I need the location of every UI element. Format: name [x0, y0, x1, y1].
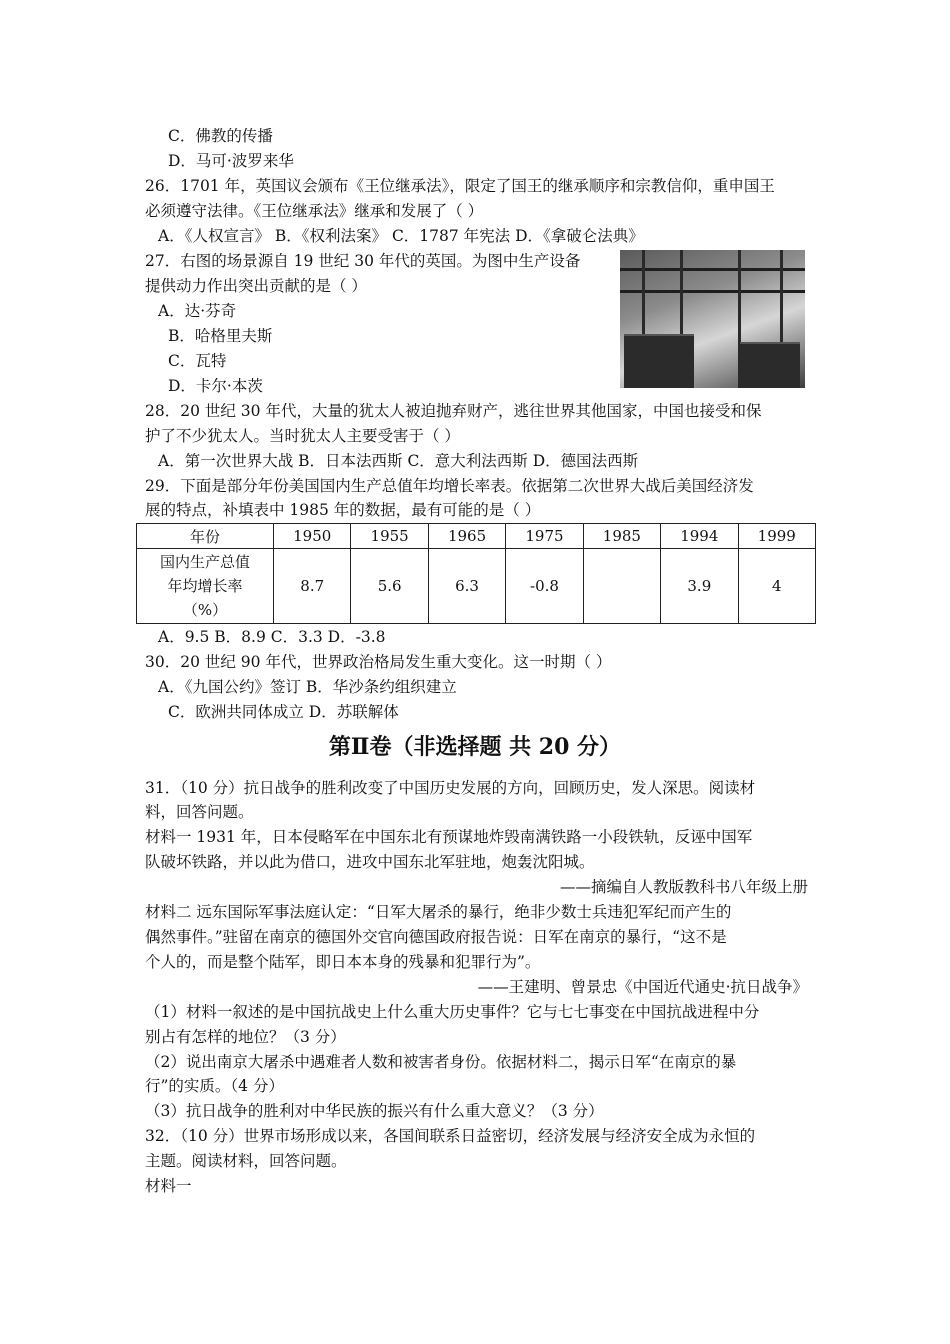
year-cell: 1975 — [506, 524, 583, 549]
q31-stem-line2: 料，回答问题。 — [145, 803, 254, 821]
rate-cell: -0.8 — [506, 549, 583, 624]
material-two-line1: 材料二 远东国际军事法庭认定：“日军大屠杀的暴行，绝非少数士兵违犯军纪而产生的 — [145, 903, 732, 921]
rate-cell: 5.6 — [351, 549, 428, 624]
q31-part2-line2: 行”的实质。（4 分） — [145, 1077, 284, 1095]
q25-option-d: D．马可·波罗来华 — [168, 152, 294, 170]
q28-stem-line2: 护了不少犹太人。当时犹太人主要受害于（ ） — [145, 427, 460, 445]
material-one-line2: 队破坏铁路，并以此为借口，进攻中国东北军驻地，炮轰沈阳城。 — [145, 853, 595, 871]
q32-stem-line2: 主题。阅读材料，回答问题。 — [145, 1152, 347, 1170]
q30-options-ab: A．《九国公约》签订 B．华沙条约组织建立 — [158, 678, 457, 696]
q27-option-b: B．哈格里夫斯 — [168, 327, 273, 345]
gdp-growth-table — [136, 523, 816, 624]
material-two-source: ——王建明、曾景忠《中国近代通史·抗日战争》 — [477, 978, 808, 996]
q31-stem-line1: 31．（10 分）抗日战争的胜利改变了中国历史发展的方向，回顾历史，发人深思。阅读材 — [145, 779, 756, 797]
q27-option-c: C．瓦特 — [168, 352, 227, 370]
year-cell: 1994 — [661, 524, 738, 549]
rate-header-line: 年均增长率 — [167, 577, 243, 595]
year-cell: 1985 — [583, 524, 660, 549]
q31-part1-line2: 别占有怎样的地位？（3 分） — [145, 1028, 346, 1046]
q30-stem: 30．20 世纪 90 年代，世界政治格局发生重大变化。这一时期（ ） — [145, 653, 612, 671]
q26-stem-line2: 必须遵守法律。《王位继承法》继承和发展了（ ） — [145, 202, 484, 220]
year-cell: 1965 — [428, 524, 505, 549]
q29-stem-line1: 29．下面是部分年份美国国内生产总值年均增长率表。依据第二次世界大战后美国经济发 — [145, 477, 754, 495]
q28-options: A．第一次世界大战 B．日本法西斯 C．意大利法西斯 D．德国法西斯 — [158, 452, 639, 470]
table-row-years — [137, 524, 816, 549]
material-one-source: ——摘编自人教版教科书八年级上册 — [559, 878, 808, 896]
rate-cell: 8.7 — [274, 549, 351, 624]
q31-part1-line1: （1）材料一叙述的是中国抗战史上什么重大历史事件？它与七七事变在中国抗战进程中分 — [145, 1003, 760, 1021]
q27-option-d: D．卡尔·本茨 — [168, 377, 263, 395]
section-title: 第Ⅱ卷（非选择题 共 20 分） — [328, 734, 622, 760]
material-two-line3: 个人的，而是整个陆军，即日本本身的残暴和犯罪行为”。 — [145, 953, 541, 971]
q25-option-c: C．佛教的传播 — [168, 127, 273, 145]
q27-stem-line1: 27．右图的场景源自 19 世纪 30 年代的英国。为图中生产设备 — [145, 252, 581, 270]
q27-stem-line2: 提供动力作出突出贡献的是（ ） — [145, 277, 367, 295]
q32-stem-line1: 32．（10 分）世界市场形成以来，各国间联系日益密切，经济发展与经济安全成为永恒的 — [145, 1127, 756, 1145]
year-header-cell: 年份 — [137, 524, 274, 549]
rate-header-cell — [137, 549, 274, 624]
factory-machinery-image — [620, 250, 805, 388]
q26-stem-line1: 26．1701 年，英国议会颁布《王位继承法》，限定了国王的继承顺序和宗教信仰，重申国王 — [145, 177, 775, 195]
rate-cell: 6.3 — [428, 549, 505, 624]
q32-material-one-label: 材料一 — [145, 1177, 192, 1195]
rate-header-line: （%） — [182, 601, 228, 619]
rate-header-line: 国内生产总值 — [159, 553, 250, 571]
q27-option-a: A．达·芬奇 — [158, 302, 237, 320]
q29-stem-line2: 展的特点，补填表中 1985 年的数据，最有可能的是（ ） — [145, 501, 541, 519]
q31-part2-line1: （2）说出南京大屠杀中遇难者人数和被害者身份。依据材料二，揭示日军“在南京的暴 — [145, 1053, 737, 1071]
q31-part3: （3）抗日战争的胜利对中华民族的振兴有什么重大意义？（3 分） — [145, 1102, 604, 1120]
table-row-rates — [137, 549, 816, 624]
material-two-line2: 偶然事件。”驻留在南京的德国外交官向德国政府报告说：日军在南京的暴行，“这不是 — [145, 928, 727, 946]
q29-options: A．9.5 B．8.9 C．3.3 D．-3.8 — [158, 628, 386, 646]
rate-cell: 3.9 — [661, 549, 738, 624]
year-cell: 1999 — [738, 524, 815, 549]
rate-cell: 4 — [738, 549, 815, 624]
year-cell: 1950 — [274, 524, 351, 549]
rate-cell-blank — [583, 549, 660, 624]
q30-options-cd: C．欧洲共同体成立 D．苏联解体 — [168, 703, 399, 721]
material-one-line1: 材料一 1931 年，日本侵略军在中国东北有预谋地炸毁南满铁路一小段铁轨，反诬中国军 — [145, 828, 753, 846]
q28-stem-line1: 28．20 世纪 30 年代，大量的犹太人被迫抛弃财产，逃往世界其他国家，中国也接受和保 — [145, 402, 762, 420]
q26-options: A．《人权宣言》 B．《权利法案》 C．1787 年宪法 D．《拿破仑法典》 — [158, 227, 644, 245]
year-cell: 1955 — [351, 524, 428, 549]
